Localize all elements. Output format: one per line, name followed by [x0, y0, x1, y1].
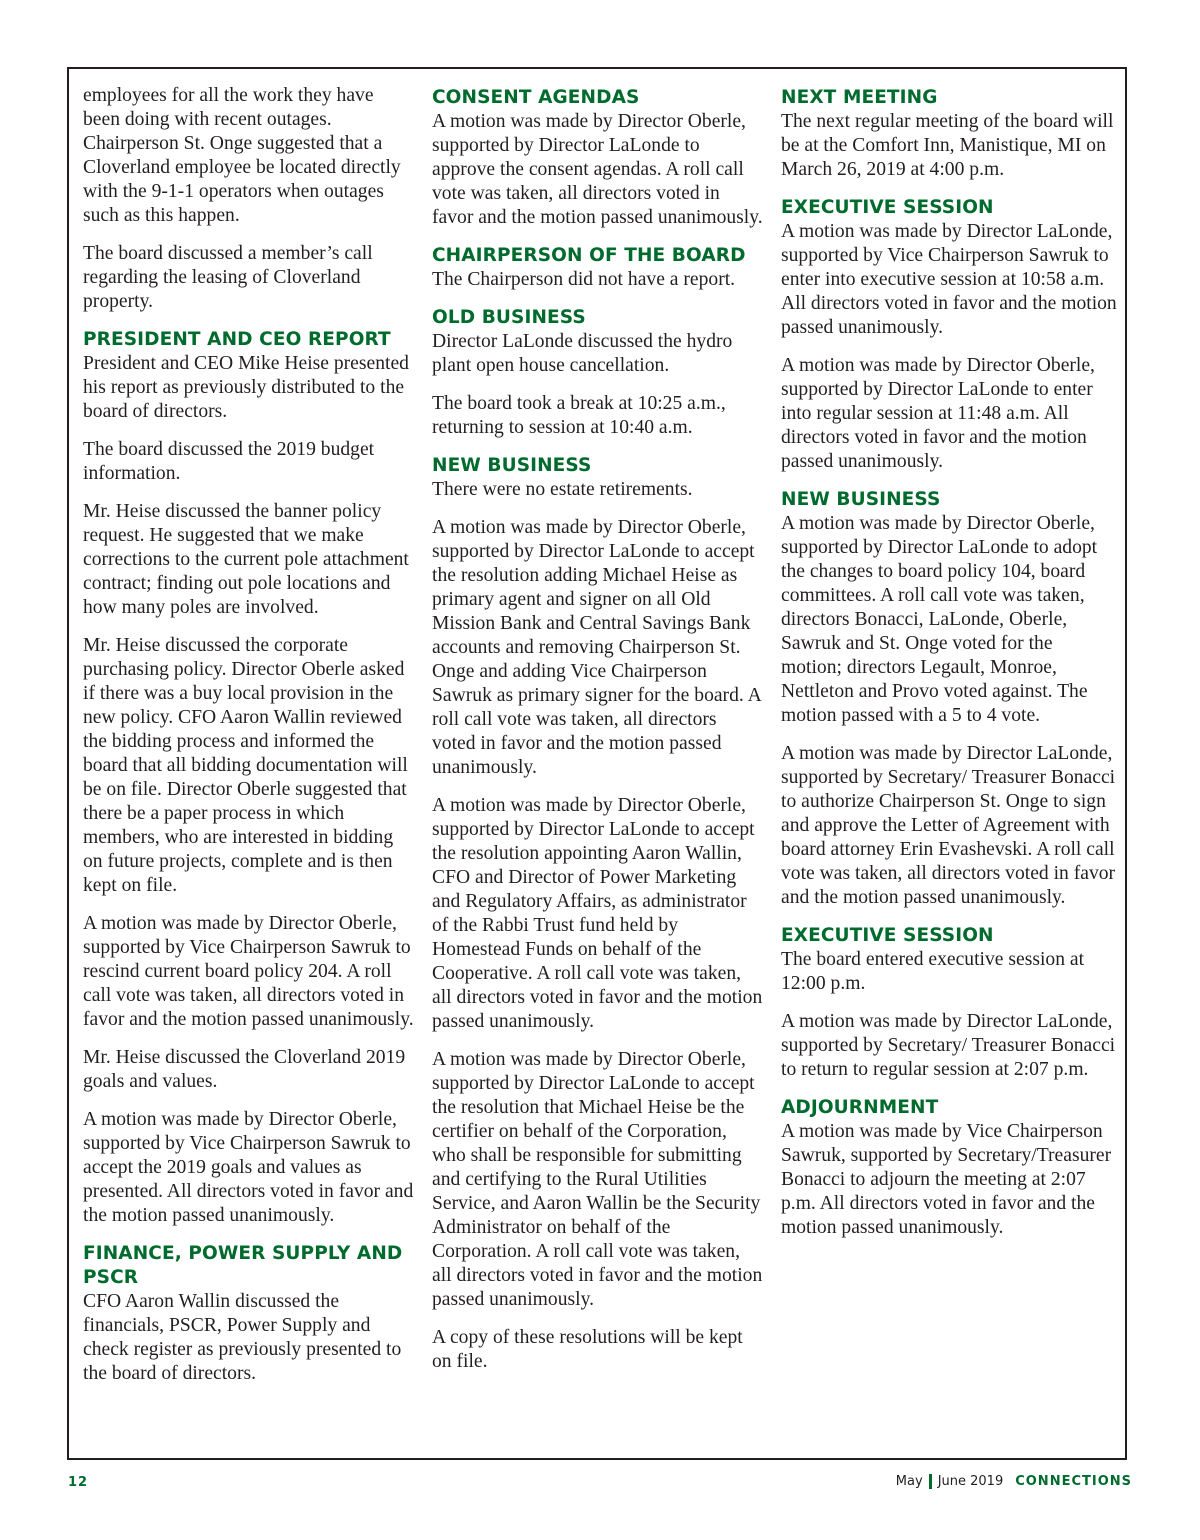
- paragraph: A motion was made by Vice Chairperson Sawruk, supported by Secretary/Treasurer Bonacci to adjourn the meeting at 2:07 p.m. All directors voted in favor and the motion passed unanimously.: [781, 1121, 1112, 1238]
- section-heading: PRESIDENT AND CEO REPORT: [83, 329, 391, 350]
- footer-separator: [929, 1474, 932, 1489]
- page-number: 12: [68, 1475, 89, 1490]
- paragraph: A copy of these resolutions will be kept on file.: [432, 1327, 743, 1372]
- section-heading: EXECUTIVE SESSION: [781, 197, 994, 218]
- section-heading: CONSENT AGENDAS: [432, 87, 640, 108]
- paragraph: Mr. Heise discussed the Cloverland 2019 goals and values.: [83, 1047, 406, 1092]
- paragraph: The Chairperson did not have a report.: [432, 269, 736, 290]
- column-3: [781, 84, 1117, 1254]
- paragraph: Mr. Heise discussed the banner policy request. He suggested that we make corrections to the current pole attachment contract; finding out pole locations and how many poles are involved.: [83, 501, 409, 618]
- paragraph: The board took a break at 10:25 a.m., returning to session at 10:40 a.m.: [432, 393, 726, 438]
- paragraph: A motion was made by Director Oberle, supported by Director LaLonde to adopt the changes to board policy 104, board committees. A roll call vote was taken, directors Bonacci, LaLonde, Oberle, Sawruk and St. Onge voted for the motion; directors Legault, Monroe, Nettleton and Provo voted against. The motion passed with a 5 to 4 vote.: [781, 513, 1098, 726]
- paragraph: A motion was made by Director LaLonde, supported by Secretary/ Treasurer Bonacci to return to regular session at 2:07 p.m.: [781, 1011, 1116, 1080]
- section-heading: CHAIRPERSON OF THE BOARD: [432, 245, 746, 266]
- paragraph: A motion was made by Director Oberle, supported by Director LaLonde to accept the resolution adding Michael Heise as primary agent and signer on all Old Mission Bank and Central Savings Bank accounts and removing Chairperson St. Onge and adding Vice Chairperson Sawruk as primary signer for the board. A roll call vote was taken, all directors voted in favor and the motion passed unanimously.: [432, 517, 761, 778]
- paragraph: A motion was made by Director LaLonde, supported by Vice Chairperson Sawruk to enter into executive session at 10:58 a.m. All directors voted in favor and the motion passed unanimously.: [781, 221, 1117, 338]
- paragraph: The board discussed the 2019 budget information.: [83, 439, 375, 484]
- paragraph: A motion was made by Director Oberle, supported by Vice Chairperson Sawruk to rescind current board policy 204. A roll call vote was taken, all directors voted in favor and the motion passed unanimously.: [83, 913, 414, 1030]
- paragraph: A motion was made by Director Oberle, supported by Director LaLonde to accept the resolution that Michael Heise be the certifier on behalf of the Corporation, who shall be responsible for submitting and certifying to the Rural Utilities Service, and Aaron Wallin be the Security Administrator on behalf of the Corporation. A roll call vote was taken, all directors voted in favor and the motion passed unanimously.: [432, 1049, 763, 1310]
- paragraph: CFO Aaron Wallin discussed the financials, PSCR, Power Supply and check register as previously presented to the board of directors.: [83, 1291, 402, 1384]
- paragraph: The next regular meeting of the board will be at the Comfort Inn, Manistique, MI on March 26, 2019 at 4:00 p.m.: [781, 111, 1114, 180]
- paragraph: employees for all the work they have been doing with recent outages. Chairperson St. Onge suggested that a Cloverland employee be located directly with the 9-1-1 operators when outages such as this happen.: [83, 85, 401, 226]
- paragraph: A motion was made by Director LaLonde, supported by Secretary/ Treasurer Bonacci to authorize Chairperson St. Onge to sign and approve the Letter of Agreement with board attorney Erin Evashevski. A roll call vote was taken, all directors voted in favor and the motion passed unanimously.: [781, 743, 1116, 908]
- paragraph: Mr. Heise discussed the corporate purchasing policy. Director Oberle asked if there was a buy local provision in the new policy. CFO Aaron Wallin reviewed the bidding process and informed the board that all bidding documentation will be on file. Director Oberle suggested that there be a paper process in which members, who are interested in bidding on future projects, complete and is then kept on file.: [83, 635, 408, 896]
- section-heading: ADJOURNMENT: [781, 1097, 939, 1118]
- paragraph: President and CEO Mike Heise presented his report as previously distributed to the board of directors.: [83, 353, 409, 422]
- paragraph: The board entered executive session at 12:00 p.m.: [781, 949, 1085, 994]
- paragraph: Director LaLonde discussed the hydro plant open house cancellation.: [432, 331, 733, 376]
- section-heading: NEW BUSINESS: [432, 455, 592, 476]
- section-heading: NEW BUSINESS: [781, 489, 941, 510]
- paragraph: The board discussed a member’s call regarding the leasing of Cloverland property.: [83, 243, 373, 312]
- footer-month-2: June 2019: [937, 1474, 1004, 1489]
- footer-month-1: May: [895, 1474, 923, 1489]
- section-heading: OLD BUSINESS: [432, 307, 586, 328]
- column-1: [83, 84, 415, 1400]
- paragraph: A motion was made by Director Oberle, supported by Vice Chairperson Sawruk to accept the 2019 goals and values as presented. All directors voted in favor and the motion passed unanimously.: [83, 1109, 414, 1226]
- publication-name: CONNECTIONS: [1015, 1474, 1132, 1489]
- footer-issue: [896, 1474, 1132, 1489]
- section-heading: FINANCE, POWER SUPPLY AND PSCR: [83, 1243, 403, 1288]
- column-2: [432, 84, 764, 1388]
- section-heading: EXECUTIVE SESSION: [781, 925, 994, 946]
- paragraph: A motion was made by Director Oberle, supported by Director LaLonde to enter into regular session at 11:48 a.m. All directors voted in favor and the motion passed unanimously.: [781, 355, 1095, 472]
- paragraph: A motion was made by Director Oberle, supported by Director LaLonde to approve the consent agendas. A roll call vote was taken, all directors voted in favor and the motion passed unanimously.: [432, 111, 763, 228]
- paragraph: A motion was made by Director Oberle, supported by Director LaLonde to accept the resolution appointing Aaron Wallin, CFO and Director of Power Marketing and Regulatory Affairs, as administrator of the Rabbi Trust fund held by Homestead Funds on behalf of the Cooperative. A roll call vote was taken, all directors voted in favor and the motion passed unanimously.: [432, 795, 763, 1032]
- paragraph: There were no estate retirements.: [432, 479, 693, 500]
- section-heading: NEXT MEETING: [781, 87, 938, 108]
